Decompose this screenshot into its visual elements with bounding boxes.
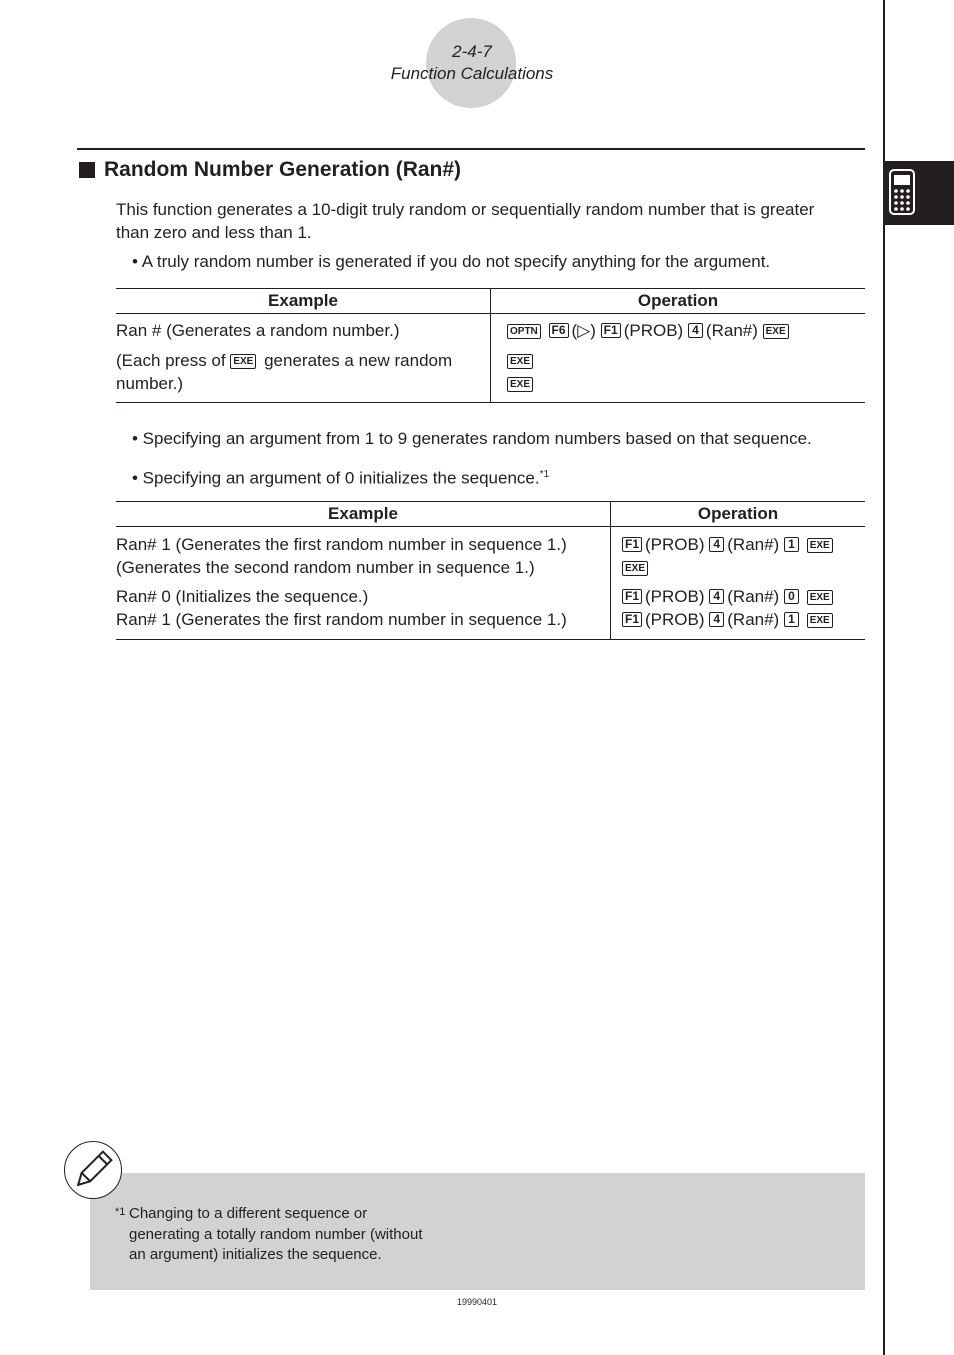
bullet-sequence: • Specifying an argument from 1 to 9 generates random numbers based on that sequence. [132, 429, 812, 448]
table2-header-operation: Operation [611, 502, 866, 527]
key-4: 4 [709, 537, 724, 552]
footer-code: 19990401 [456, 1297, 498, 1307]
note-badge [64, 1141, 122, 1199]
section-name: Function Calculations [390, 64, 554, 83]
exe-key: EXE [807, 613, 833, 628]
exe-key: EXE [230, 354, 256, 369]
key-4: 4 [688, 323, 703, 338]
f1-key: F1 [622, 612, 642, 627]
exe-key: EXE [763, 324, 789, 339]
exe-key: EXE [507, 354, 533, 369]
table2-row1-example: Ran# 1 (Generates the first random number in sequence 1.) (Generates the second random number in sequence 1.) [116, 535, 567, 577]
note-mark: *1 [115, 1206, 126, 1218]
section-rule [77, 148, 865, 150]
f1-key: F1 [622, 589, 642, 604]
pencil-icon [65, 1142, 121, 1198]
example-table-1 [116, 288, 865, 403]
key-1: 1 [784, 612, 799, 627]
table1-header-example: Example [116, 289, 491, 314]
table1-row2-operation [491, 349, 866, 403]
intro-line-1: This function generates a 10-digit truly random or sequentially random number that is greater [116, 200, 815, 219]
key-1: 1 [784, 537, 799, 552]
table2-row2-operation: F1 (PROB) 4 (Ran#) 0 EXE F1 (PROB) 4 (Ran#) 1 EXE [611, 579, 866, 640]
key-4: 4 [709, 589, 724, 604]
intro-line-2: than zero and less than 1. [116, 223, 312, 242]
calculator-icon [884, 161, 954, 225]
key-0: 0 [784, 589, 799, 604]
exe-key: EXE [807, 590, 833, 605]
optn-key: OPTN [507, 324, 541, 339]
f1-key: F1 [622, 537, 642, 552]
f6-key: F6 [549, 323, 569, 338]
table1-row1-operation [491, 314, 866, 350]
exe-key: EXE [807, 538, 833, 553]
table2-row1-operation: F1 (PROB) 4 (Ran#) 1 EXE EXE [611, 527, 866, 580]
exe-key: EXE [507, 377, 533, 392]
section-square-icon [79, 162, 95, 178]
right-arrow-label: (▷) [571, 321, 596, 340]
bullet-initialize: • Specifying an argument of 0 initializes the sequence.$^{*1}$ [132, 468, 550, 488]
page-badge-circle [426, 18, 516, 108]
table1-row1-example: Ran # (Generates a random number.) [116, 321, 400, 340]
exe-key: EXE [622, 561, 648, 576]
footnote-ref: *1 [539, 469, 550, 480]
f1-key: F1 [601, 323, 621, 338]
table1-header-operation: Operation [491, 289, 866, 314]
page-number: 2-4-7 [452, 42, 492, 61]
ran-label: (Ran#) [705, 321, 758, 340]
note-text: Changing to a different sequence or generating a totally random number (without an argument) initializes the sequence. [129, 1205, 423, 1263]
key-4: 4 [709, 612, 724, 627]
chapter-tab [884, 161, 954, 225]
bullet-truly-random: • A truly random number is generated if you do not specify anything for the argument. [132, 252, 771, 271]
table2-header-example: Example [116, 502, 611, 527]
table2-row2-example: Ran# 0 (Initializes the sequence.) Ran# 1 (Generates the first random number in sequence 1.) [116, 579, 611, 640]
table1-row2-example: (Each press of EXE generates a new random number.) [116, 349, 491, 403]
section-title: Random Number Generation (Ran#) [104, 158, 462, 181]
prob-label: (PROB) [623, 321, 684, 340]
example-table-2 [116, 501, 865, 640]
